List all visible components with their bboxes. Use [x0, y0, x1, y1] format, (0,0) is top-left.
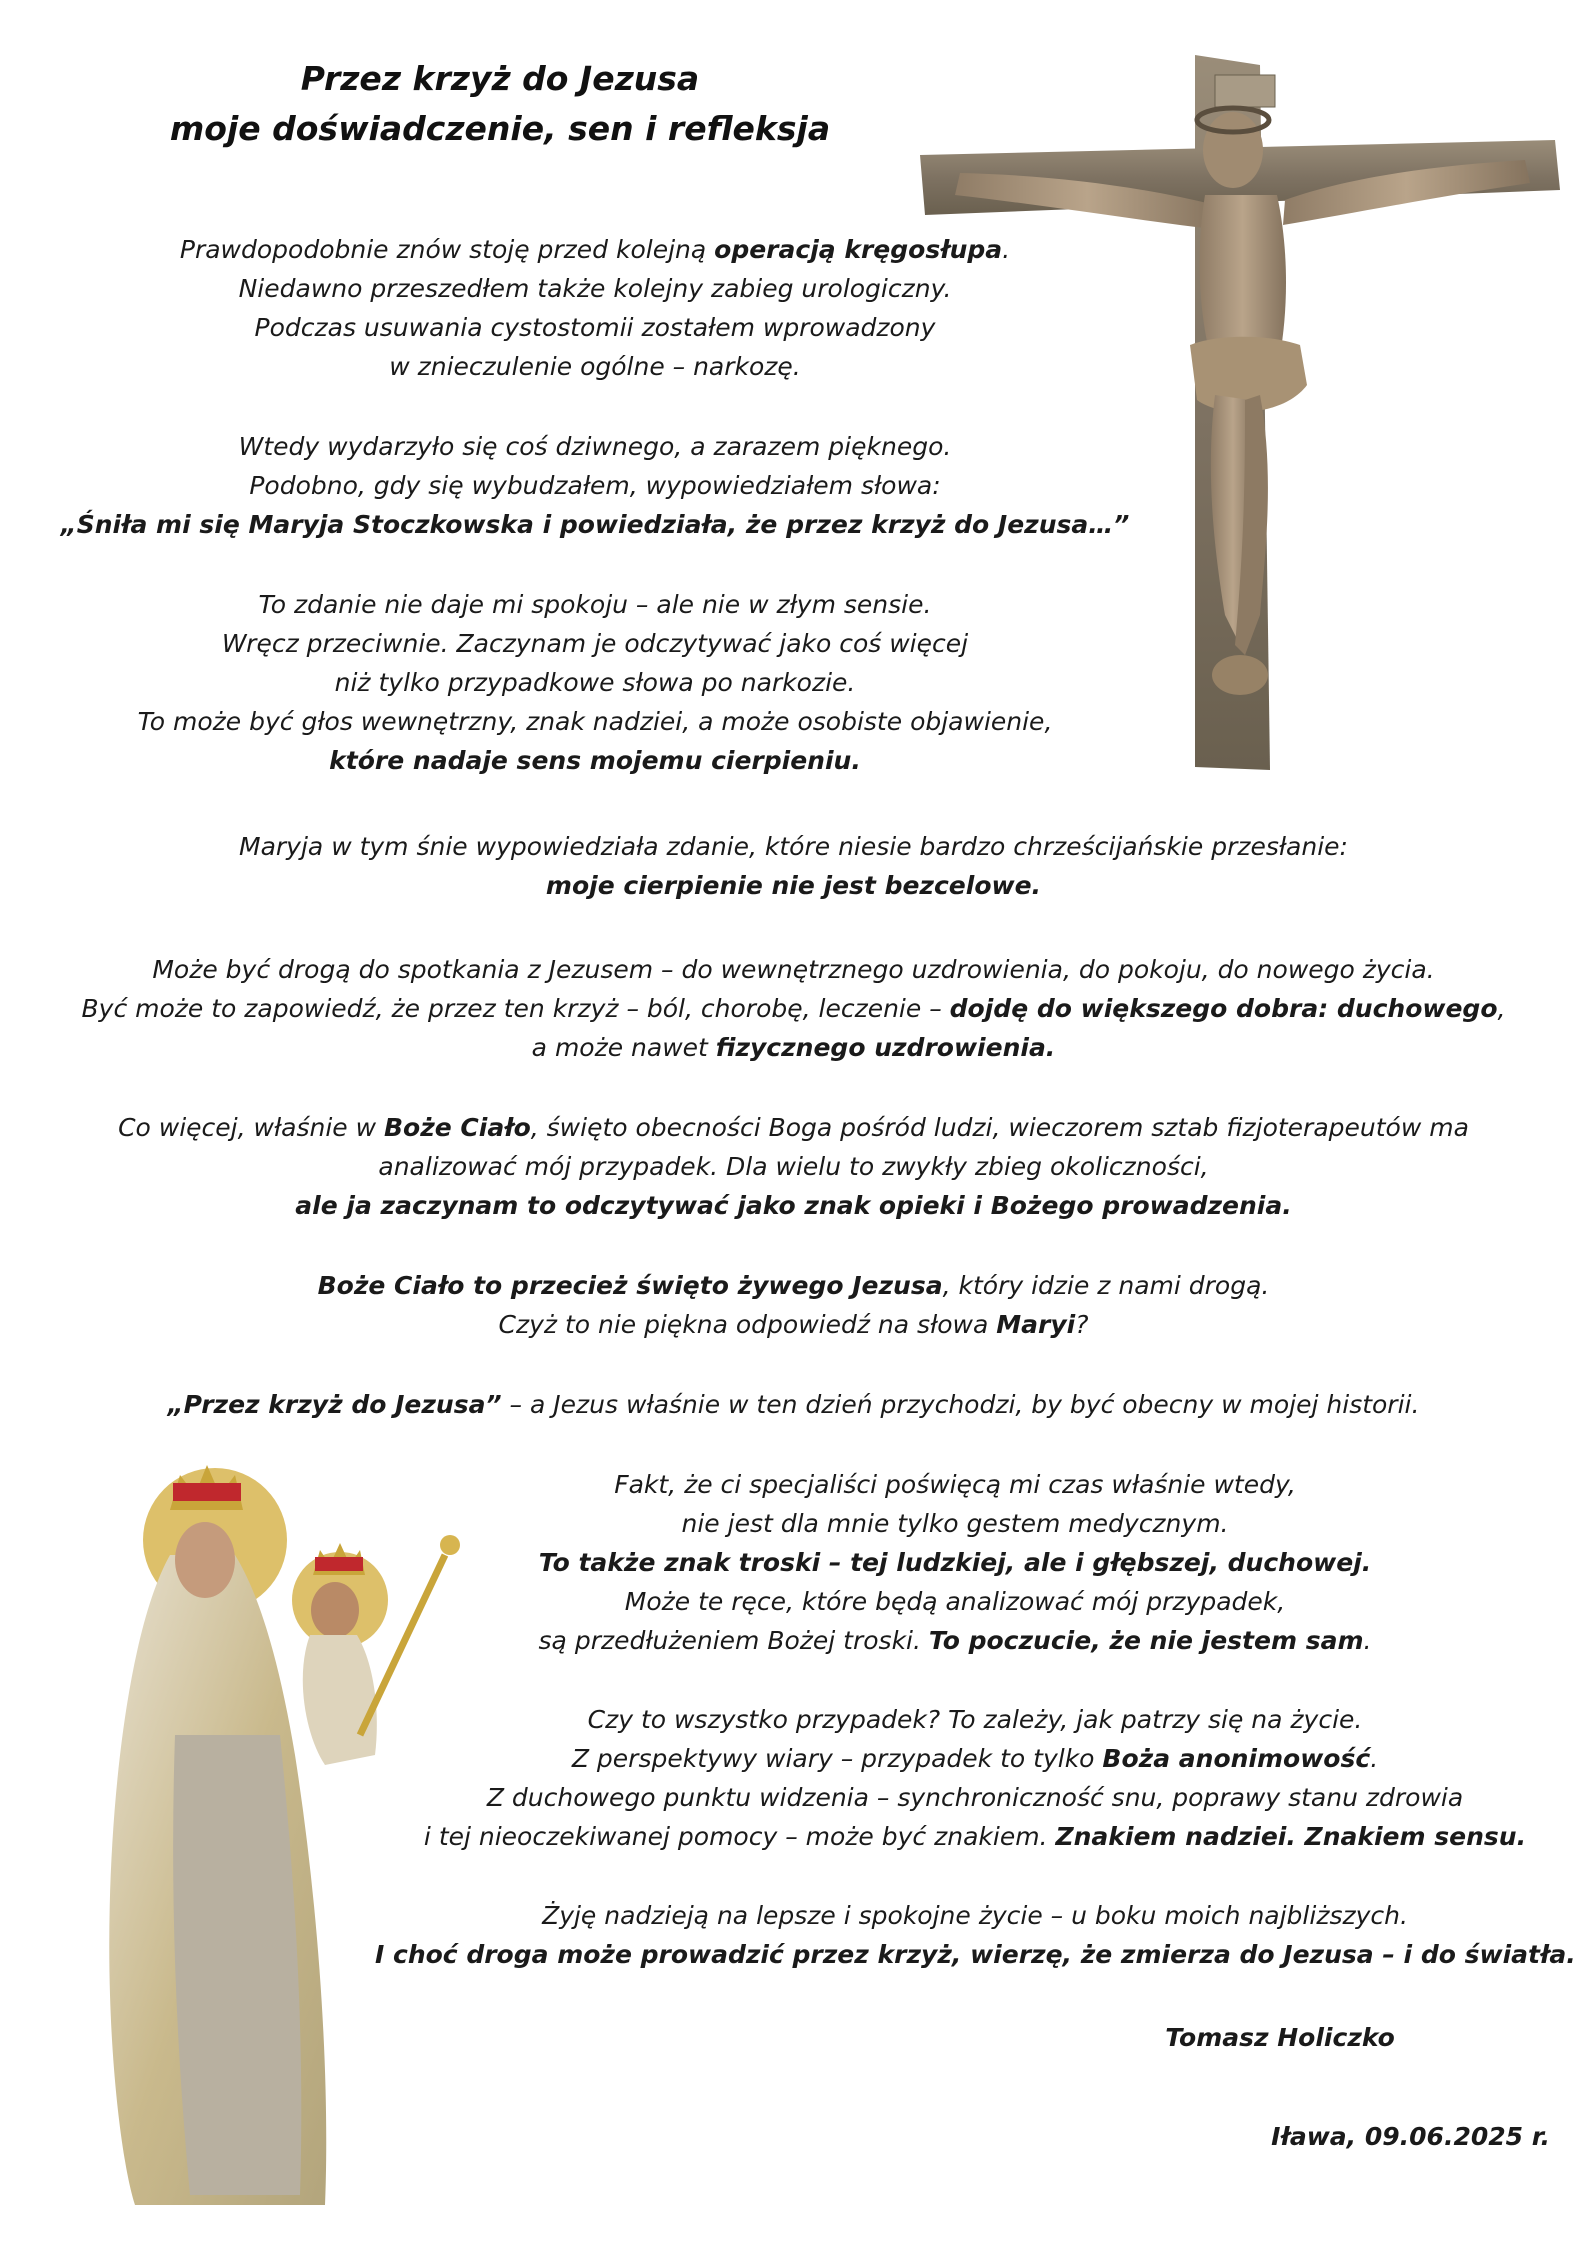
p3-line-5: które nadaje sens mojemu cierpieniu.	[329, 746, 861, 775]
p3-line-1: To zdanie nie daje mi spokoju – ale nie w złym sensie.	[258, 590, 932, 619]
p9-line-2: nie jest dla mnie tylko gestem medycznym.	[681, 1509, 1229, 1538]
title-line-1: Przez krzyż do Jezusa	[300, 59, 700, 98]
p6-line-3: ale ja zaczynam to odczytywać jako znak opieki i Bożego prowadzenia.	[295, 1191, 1292, 1220]
p3-line-2: Wręcz przeciwnie. Zaczynam je odczytywać jako coś więcej	[221, 629, 969, 658]
p6-line-2: analizować mój przypadek. Dla wielu to zwykły zbieg okoliczności,	[378, 1152, 1209, 1181]
p10-line-4: i tej nieoczekiwanej pomocy – może być znakiem. Znakiem nadziei. Znakiem sensu.	[423, 1822, 1527, 1851]
p11-line-2: I choć droga może prowadzić przez krzyż, wierzę, że zmierza do Jezusa – i do światła.	[375, 1940, 1576, 1969]
p1-line-3: Podczas usuwania cystostomii zostałem wprowadzony	[254, 313, 936, 342]
p10-line-2: Z perspektywy wiary – przypadek to tylko Boża anonimowość.	[571, 1744, 1379, 1773]
p11-line-1: Żyję nadzieją na lepsze i spokojne życie – u boku moich najbliższych.	[542, 1901, 1408, 1930]
p1-line-1: Prawdopodobnie znów stoję przed kolejną operacją kręgosłupa.	[179, 235, 1011, 264]
p10-line-1: Czy to wszystko przypadek? To zależy, jak patrzy się na życie.	[587, 1705, 1363, 1734]
p9-line-4: Może te ręce, które będą analizować mój przypadek,	[624, 1587, 1286, 1616]
p2-line-1: Wtedy wydarzyło się coś dziwnego, a zarazem pięknego.	[238, 432, 952, 461]
p9-line-1: Fakt, że ci specjaliści poświęcą mi czas właśnie wtedy,	[614, 1470, 1296, 1499]
p4-line-2: moje cierpienie nie jest bezcelowe.	[545, 871, 1042, 900]
p2-quote: „Śniła mi się Maryja Stoczkowska i powiedziała, że przez krzyż do Jezusa…”	[60, 510, 1130, 539]
title-line-2: moje doświadczenie, sen i refleksja	[169, 109, 831, 148]
p2-line-2: Podobno, gdy się wybudzałem, wypowiedziałem słowa:	[249, 471, 941, 500]
p10-line-3: Z duchowego punktu widzenia – synchroniczność snu, poprawy stanu zdrowia	[486, 1783, 1464, 1812]
signature: Tomasz Holiczko	[1165, 2023, 1395, 2052]
place-date: Iława, 09.06.2025 r.	[1271, 2122, 1550, 2151]
p9-line-3: To także znak troski – tej ludzkiej, ale i głębszej, duchowej.	[538, 1548, 1372, 1577]
p8-line-1: „Przez krzyż do Jezusa” – a Jezus właśnie w ten dzień przychodzi, by być obecny w mojej historii.	[167, 1390, 1420, 1419]
p6-line-1: Co więcej, właśnie w Boże Ciało, święto obecności Boga pośród ludzi, wieczorem sztab fizjoterapeutów ma	[118, 1113, 1469, 1142]
p1-line-2: Niedawno przeszedłem także kolejny zabieg urologiczny.	[238, 274, 952, 303]
p5-line-1: Może być drogą do spotkania z Jezusem – do wewnętrznego uzdrowienia, do pokoju, do nowego życia.	[152, 955, 1435, 984]
p9-line-5: są przedłużeniem Bożej troski. To poczucie, że nie jestem sam.	[538, 1626, 1372, 1655]
p5-line-3: a może nawet fizycznego uzdrowienia.	[531, 1033, 1056, 1062]
p5-line-2: Być może to zapowiedź, że przez ten krzyż – ból, chorobę, leczenie – dojdę do większego dobra: duchowego,	[81, 994, 1506, 1023]
p7-line-1: Boże Ciało to przecież święto żywego Jezusa, który idzie z nami drogą.	[317, 1271, 1270, 1300]
p4-line-1: Maryja w tym śnie wypowiedziała zdanie, które niesie bardzo chrześcijańskie przesłanie:	[239, 832, 1348, 861]
p3-line-4: To może być głos wewnętrzny, znak nadziei, a może osobiste objawienie,	[137, 707, 1053, 736]
p3-line-3: niż tylko przypadkowe słowa po narkozie.	[334, 668, 856, 697]
p1-line-4: w znieczulenie ogólne – narkozę.	[389, 352, 801, 381]
p7-line-2: Czyż to nie piękna odpowiedź na słowa Maryi?	[498, 1310, 1089, 1339]
